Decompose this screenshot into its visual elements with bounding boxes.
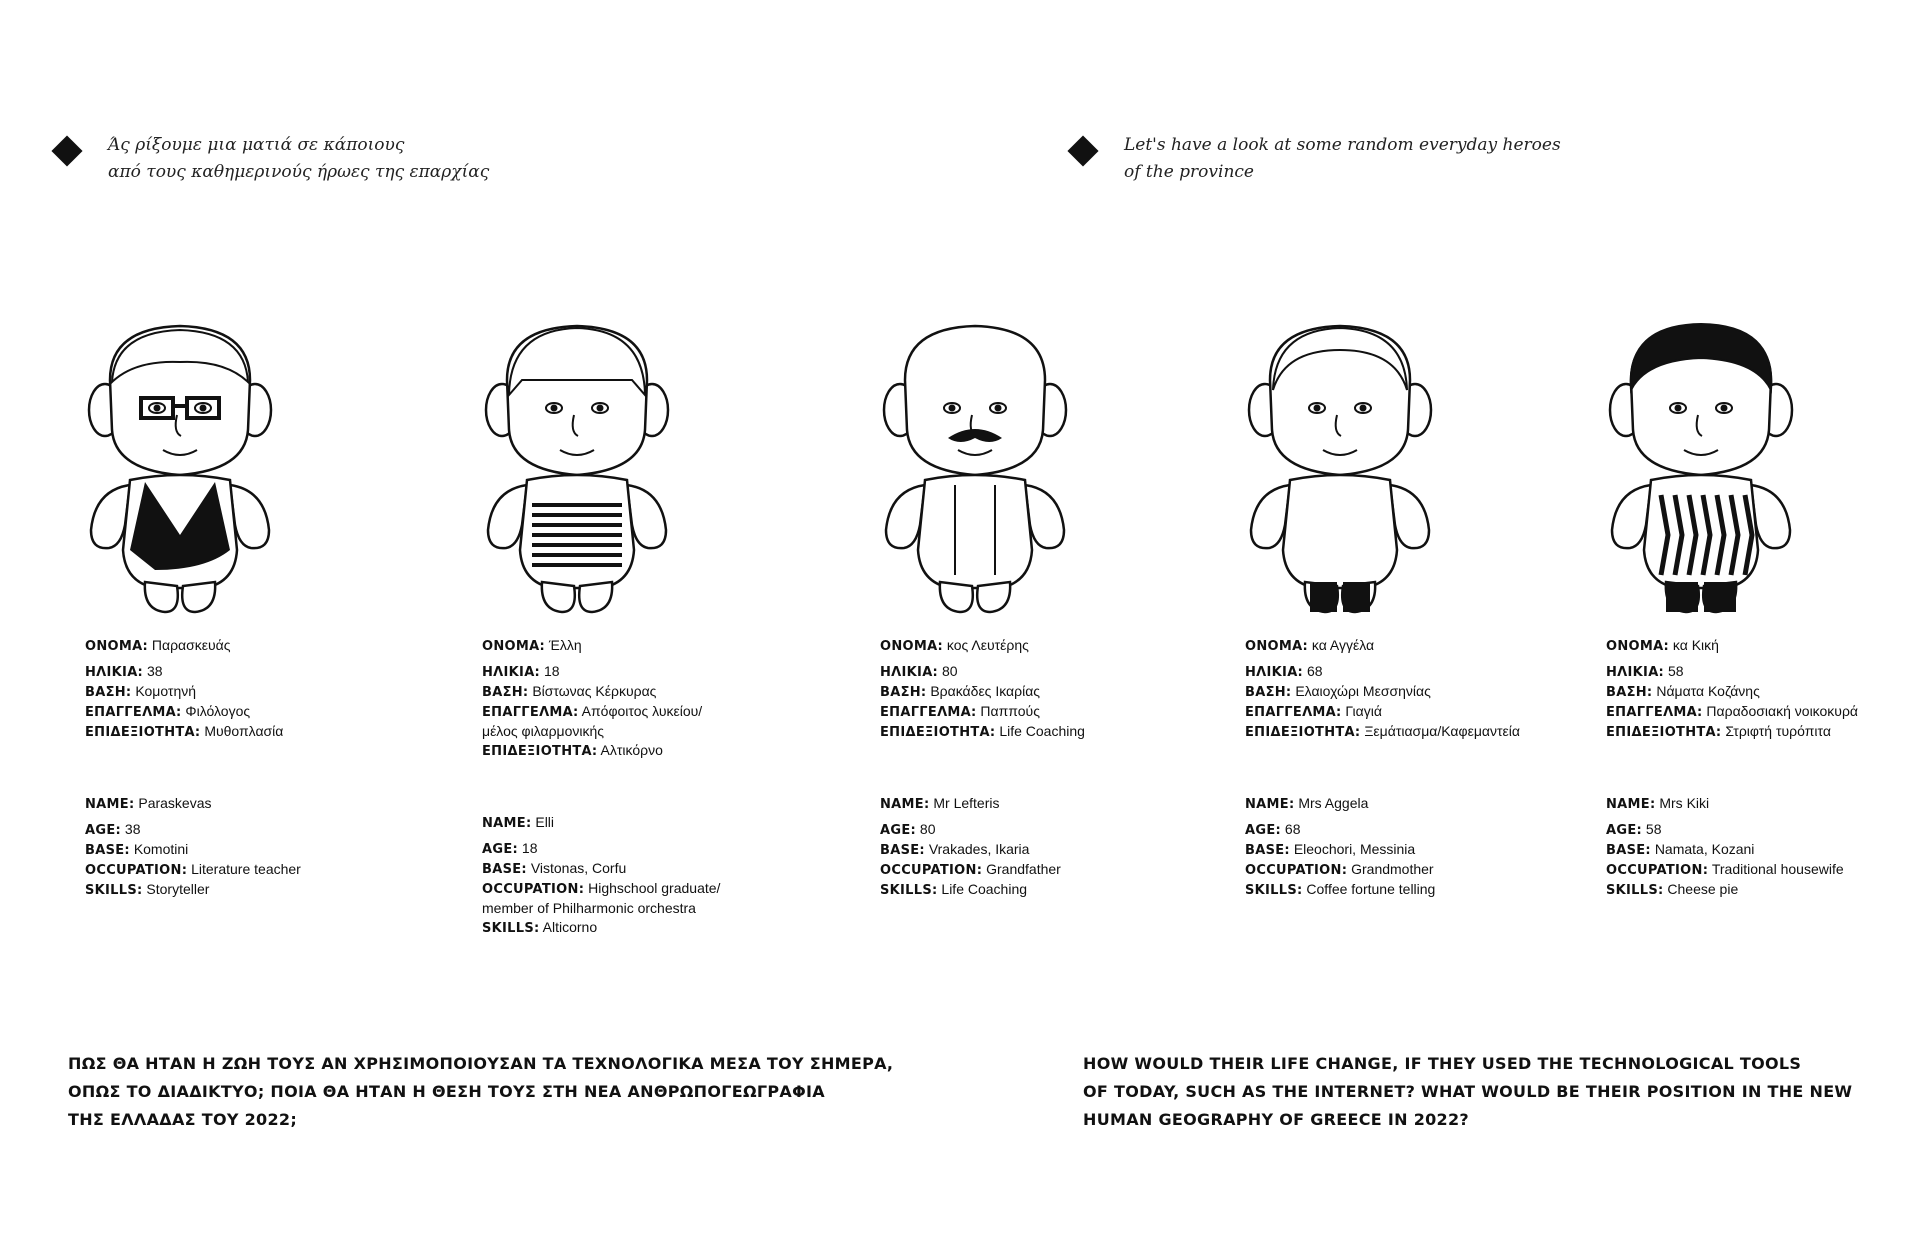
character-figure-illustration — [85, 320, 275, 620]
en-base-label: BASE: — [1245, 843, 1290, 858]
gr-base-value: Κομοτηνή — [135, 683, 197, 699]
en-skills-value: Alticorno — [542, 919, 598, 935]
en-name-value: Elli — [535, 814, 555, 830]
gr-skills-row — [880, 722, 1260, 742]
en-age-value: 18 — [521, 840, 538, 856]
en-occupation-row-2 — [482, 899, 862, 918]
en-base-value: Vistonas, Corfu — [530, 860, 627, 876]
gr-skills-value: Ξεμάτιασμα/Καφεμαντεία — [1364, 723, 1520, 739]
gr-occupation-row — [880, 702, 1260, 722]
en-name-row — [880, 794, 1260, 814]
en-name-value: Mrs Aggela — [1298, 795, 1369, 811]
en-occupation-value-2: member of Philharmonic orchestra — [482, 900, 696, 916]
question-english — [1083, 1050, 1920, 1134]
en-age-row — [1606, 820, 1920, 840]
gr-base-row — [1245, 682, 1625, 702]
gr-name-label: ΟΝΟΜΑ: — [1606, 639, 1669, 654]
en-name-value: Mr Lefteris — [933, 795, 1000, 811]
gr-age-row — [482, 662, 862, 682]
gr-skills-label: ΕΠΙΔΕΞΙΟΤΗΤΑ: — [1245, 725, 1361, 740]
gr-occupation-value: Παραδοσιακή νοικοκυρά — [1706, 703, 1859, 719]
question-line: ΟΠΩΣ ΤΟ ΔΙΑΔΙΚΤΥΟ; ΠΟΙΑ ΘΑ ΗΤΑΝ Η ΘΕΣΗ ΤΟΥΣ ΣΤΗ ΝΕΑ ΑΝΘΡΩΠΟΓΕΩΓΡΑΦΙΑ — [68, 1082, 825, 1101]
gr-skills-label: ΕΠΙΔΕΞΙΟΤΗΤΑ: — [880, 725, 996, 740]
gr-occupation-row-2 — [482, 722, 862, 741]
gr-skills-row — [85, 722, 465, 742]
en-occupation-label: OCCUPATION: — [880, 863, 983, 878]
intro-line: από τους καθημερινούς ήρωες της επαρχίας — [108, 162, 490, 182]
gr-base-row — [1606, 682, 1920, 702]
en-occupation-row — [1606, 860, 1920, 880]
en-age-value: 38 — [124, 821, 141, 837]
en-skills-label: SKILLS: — [1606, 883, 1664, 898]
gr-base-row — [482, 682, 862, 702]
en-name-row — [85, 794, 465, 814]
en-name-label: NAME: — [1606, 797, 1656, 812]
en-skills-value: Storyteller — [146, 881, 210, 897]
gr-occupation-label: ΕΠΑΓΓΕΛΜΑ: — [482, 705, 579, 720]
gr-name-row — [482, 636, 862, 656]
en-skills-label: SKILLS: — [85, 883, 143, 898]
en-base-label: BASE: — [482, 862, 527, 877]
gr-base-label: ΒΑΣΗ: — [880, 685, 927, 700]
en-skills-row — [1606, 880, 1920, 900]
en-name-label: NAME: — [85, 797, 135, 812]
gr-name-value: Παρασκευάς — [151, 637, 231, 653]
en-age-label: AGE: — [1606, 823, 1643, 838]
gr-base-label: ΒΑΣΗ: — [482, 685, 529, 700]
en-skills-label: SKILLS: — [482, 921, 540, 936]
en-age-label: AGE: — [85, 823, 122, 838]
gr-occupation-value: Απόφοιτος λυκείου/ — [581, 703, 703, 719]
gr-base-value: Βρακάδες Ικαρίας — [930, 683, 1041, 699]
gr-skills-label: ΕΠΙΔΕΞΙΟΤΗΤΑ: — [482, 744, 598, 759]
gr-name-label: ΟΝΟΜΑ: — [1245, 639, 1308, 654]
gr-age-label: ΗΛΙΚΙΑ: — [1245, 665, 1304, 680]
en-occupation-row — [85, 860, 465, 880]
gr-occupation-row — [1606, 702, 1920, 722]
gr-skills-label: ΕΠΙΔΕΞΙΟΤΗΤΑ: — [1606, 725, 1722, 740]
gr-occupation-value: Παππούς — [980, 703, 1040, 719]
en-base-label: BASE: — [85, 843, 130, 858]
en-age-row — [482, 839, 862, 859]
en-skills-row — [85, 880, 465, 900]
en-base-value: Eleochori, Messinia — [1293, 841, 1416, 857]
en-skills-label: SKILLS: — [880, 883, 938, 898]
gr-age-row — [880, 662, 1260, 682]
gr-skills-value: Μυθοπλασία — [204, 723, 284, 739]
gr-name-label: ΟΝΟΜΑ: — [880, 639, 943, 654]
en-occupation-label: OCCUPATION: — [482, 882, 585, 897]
en-occupation-value: Grandfather — [986, 861, 1061, 877]
gr-occupation-row — [482, 702, 862, 722]
en-occupation-value: Grandmother — [1351, 861, 1434, 877]
gr-age-value: 58 — [1667, 663, 1684, 679]
gr-name-label: ΟΝΟΜΑ: — [85, 639, 148, 654]
gr-skills-value: Life Coaching — [999, 723, 1085, 739]
en-occupation-value: Highschool graduate/ — [588, 880, 721, 896]
en-age-row — [1245, 820, 1625, 840]
en-base-row — [880, 840, 1260, 860]
en-name-row — [482, 813, 862, 833]
gr-base-row — [85, 682, 465, 702]
en-skills-value: Cheese pie — [1667, 881, 1739, 897]
gr-skills-value: Αλτικόρνο — [600, 742, 663, 758]
gr-base-label: ΒΑΣΗ: — [1606, 685, 1653, 700]
en-age-value: 58 — [1645, 821, 1662, 837]
gr-name-value: κα Κική — [1672, 637, 1719, 653]
gr-occupation-row — [85, 702, 465, 722]
en-name-value: Paraskevas — [138, 795, 212, 811]
en-age-value: 68 — [1284, 821, 1301, 837]
en-base-row — [1606, 840, 1920, 860]
gr-skills-value: Στριφτή τυρόπιτα — [1725, 723, 1831, 739]
gr-base-label: ΒΑΣΗ: — [1245, 685, 1292, 700]
en-age-value: 80 — [919, 821, 936, 837]
gr-occupation-row — [1245, 702, 1625, 722]
en-base-value: Vrakades, Ikaria — [928, 841, 1030, 857]
gr-occupation-label: ΕΠΑΓΓΕΛΜΑ: — [880, 705, 977, 720]
character-info — [85, 636, 465, 900]
en-name-label: NAME: — [1245, 797, 1295, 812]
en-skills-row — [482, 918, 862, 938]
en-occupation-row — [1245, 860, 1625, 880]
character-info — [880, 636, 1260, 900]
gr-age-row — [1606, 662, 1920, 682]
en-name-label: NAME: — [482, 816, 532, 831]
intro-line: Άς ρίξουμε μια ματιά σε κάποιους — [108, 135, 405, 155]
gr-age-value: 68 — [1306, 663, 1323, 679]
gr-age-label: ΗΛΙΚΙΑ: — [880, 665, 939, 680]
en-occupation-value: Literature teacher — [191, 861, 301, 877]
en-skills-value: Coffee fortune telling — [1306, 881, 1436, 897]
en-skills-row — [880, 880, 1260, 900]
gr-age-value: 38 — [146, 663, 163, 679]
gr-age-label: ΗΛΙΚΙΑ: — [85, 665, 144, 680]
gr-name-label: ΟΝΟΜΑ: — [482, 639, 545, 654]
question-line: HOW WOULD THEIR LIFE CHANGE, IF THEY USED THE TECHNOLOGICAL TOOLS — [1083, 1054, 1802, 1073]
gr-age-label: ΗΛΙΚΙΑ: — [482, 665, 541, 680]
gr-occupation-label: ΕΠΑΓΓΕΛΜΑ: — [1606, 705, 1703, 720]
en-occupation-row — [880, 860, 1260, 880]
character-figure-illustration — [1245, 320, 1435, 620]
gr-age-label: ΗΛΙΚΙΑ: — [1606, 665, 1665, 680]
en-age-label: AGE: — [482, 842, 519, 857]
en-name-value: Mrs Kiki — [1659, 795, 1710, 811]
question-greek — [68, 1050, 928, 1134]
gr-base-value: Νάματα Κοζάνης — [1656, 683, 1760, 699]
en-base-value: Komotini — [133, 841, 189, 857]
en-base-row — [482, 859, 862, 879]
intro-greek-text — [108, 132, 489, 186]
en-occupation-label: OCCUPATION: — [1245, 863, 1348, 878]
question-line: HUMAN GEOGRAPHY OF GREECE IN 2022? — [1083, 1110, 1470, 1129]
gr-age-value: 18 — [543, 663, 560, 679]
gr-skills-row — [1245, 722, 1625, 742]
gr-name-row — [1606, 636, 1920, 656]
question-line: OF TODAY, SUCH AS THE INTERNET? WHAT WOULD BE THEIR POSITION IN THE NEW — [1083, 1082, 1853, 1101]
character-info — [482, 636, 862, 938]
gr-age-row — [85, 662, 465, 682]
en-base-label: BASE: — [1606, 843, 1651, 858]
gr-base-value: Ελαιοχώρι Μεσσηνίας — [1295, 683, 1431, 699]
gr-skills-row — [1606, 722, 1920, 742]
en-name-row — [1606, 794, 1920, 814]
en-base-value: Namata, Kozani — [1654, 841, 1755, 857]
en-base-row — [1245, 840, 1625, 860]
gr-age-value: 80 — [941, 663, 958, 679]
gr-name-value: κος Λευτέρης — [946, 637, 1029, 653]
gr-occupation-label: ΕΠΑΓΓΕΛΜΑ: — [85, 705, 182, 720]
gr-occupation-value: Γιαγιά — [1345, 703, 1382, 719]
en-base-label: BASE: — [880, 843, 925, 858]
gr-base-label: ΒΑΣΗ: — [85, 685, 132, 700]
gr-name-value: Έλλη — [548, 637, 582, 653]
en-skills-row — [1245, 880, 1625, 900]
gr-base-value: Βίστωνας Κέρκυρας — [532, 683, 657, 699]
gr-occupation-value-2: μέλος φιλαρμονικής — [482, 723, 605, 739]
gr-skills-label: ΕΠΙΔΕΞΙΟΤΗΤΑ: — [85, 725, 201, 740]
question-line: ΠΩΣ ΘΑ ΗΤΑΝ Η ΖΩΗ ΤΟΥΣ ΑΝ ΧΡΗΣΙΜΟΠΟΙΟΥΣΑΝ ΤΑ ΤΕΧΝΟΛΟΓΙΚΑ ΜΕΣΑ ΤΟΥ ΣΗΜΕΡΑ, — [68, 1054, 894, 1073]
en-name-label: NAME: — [880, 797, 930, 812]
en-name-row — [1245, 794, 1625, 814]
character-figure-illustration — [880, 320, 1070, 620]
intro-english-text — [1124, 132, 1561, 186]
en-occupation-label: OCCUPATION: — [1606, 863, 1709, 878]
en-occupation-value: Traditional housewife — [1711, 861, 1844, 877]
en-age-label: AGE: — [1245, 823, 1282, 838]
gr-name-value: κα Αγγέλα — [1311, 637, 1375, 653]
gr-name-row — [1245, 636, 1625, 656]
diamond-bullet-icon — [51, 135, 82, 166]
en-occupation-label: OCCUPATION: — [85, 863, 188, 878]
en-age-row — [880, 820, 1260, 840]
character-figure-illustration — [1606, 320, 1796, 620]
gr-age-row — [1245, 662, 1625, 682]
gr-occupation-label: ΕΠΑΓΓΕΛΜΑ: — [1245, 705, 1342, 720]
character-info — [1245, 636, 1625, 900]
en-occupation-row — [482, 879, 862, 899]
en-base-row — [85, 840, 465, 860]
question-line: ΤΗΣ ΕΛΛΑΔΑΣ ΤΟΥ 2022; — [68, 1110, 298, 1129]
gr-name-row — [880, 636, 1260, 656]
en-age-row — [85, 820, 465, 840]
gr-skills-row — [482, 741, 862, 761]
intro-line: of the province — [1124, 162, 1254, 182]
gr-occupation-value: Φιλόλογος — [185, 703, 251, 719]
intro-line: Let's have a look at some random everyday heroes — [1124, 135, 1561, 155]
en-skills-label: SKILLS: — [1245, 883, 1303, 898]
en-skills-value: Life Coaching — [941, 881, 1028, 897]
diamond-bullet-icon — [1067, 135, 1098, 166]
gr-name-row — [85, 636, 465, 656]
gr-base-row — [880, 682, 1260, 702]
character-figure-illustration — [482, 320, 672, 620]
en-age-label: AGE: — [880, 823, 917, 838]
character-info — [1606, 636, 1920, 900]
